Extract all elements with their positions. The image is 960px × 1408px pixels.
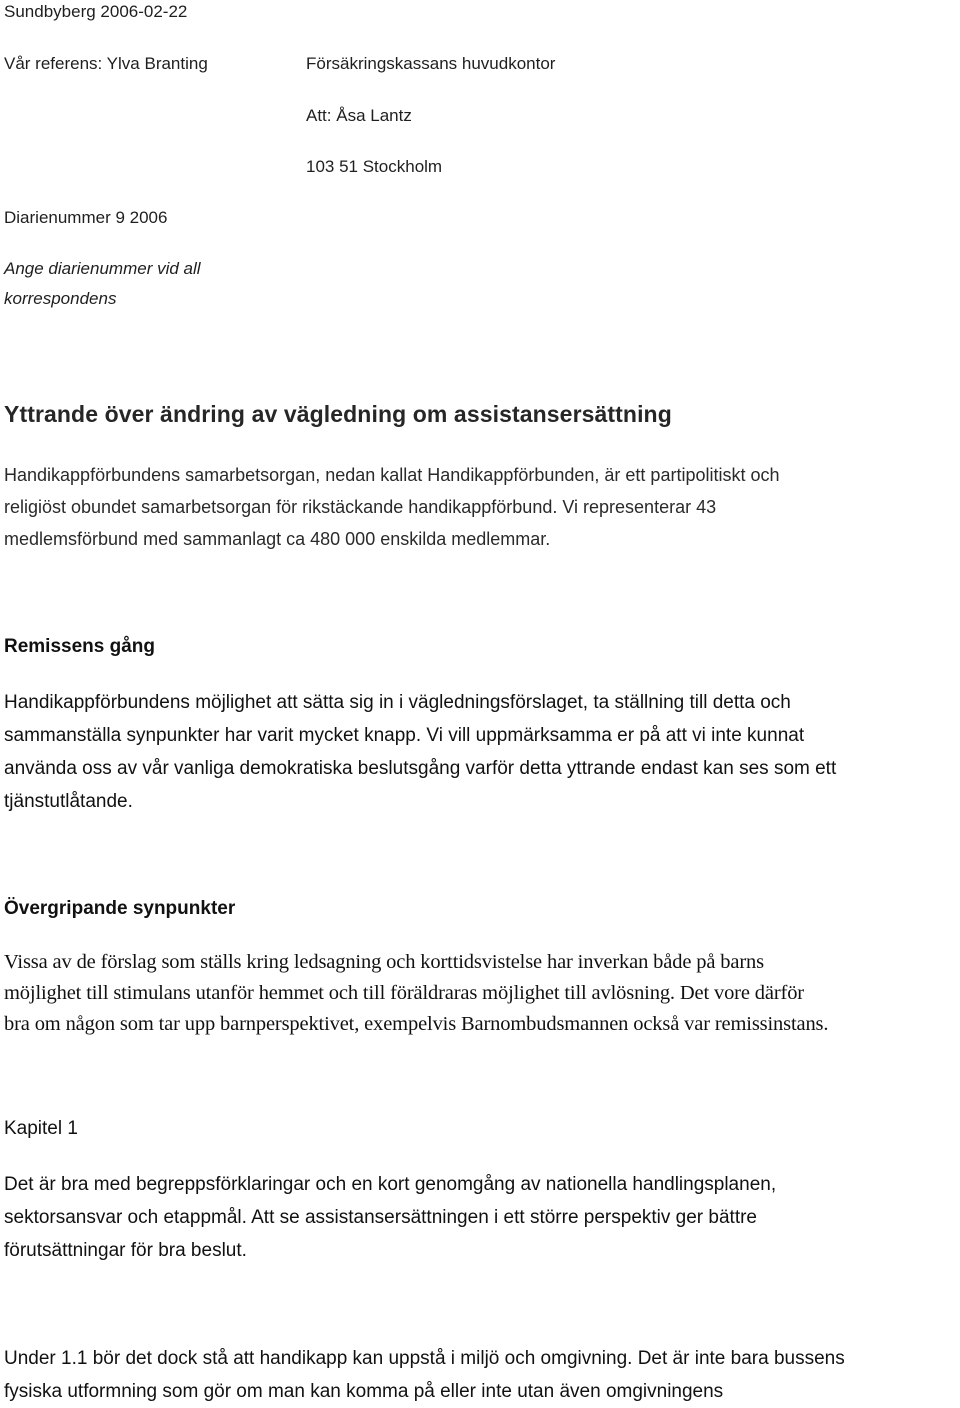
intro-line: Handikappförbundens samarbetsorgan, nedan kallat Handikappförbunden, är ett partipolitiskt och [4, 465, 780, 485]
intro-line: religiöst obundet samarbetsorgan för rikstäckande handikappförbund. Vi representerar 43 [4, 497, 717, 517]
paragraph-line: möjlighet till stimulans utanför hemmet och till föräldraras möjlighet till avlösning. Det vore därför [4, 982, 804, 1004]
section-body-overgripande [4, 947, 828, 1040]
paragraph-line: tjänstutlåtande. [4, 791, 133, 812]
paragraph-line: Vissa av de förslag som ställs kring ledsagning och korttidsvistelse har inverkan både på barns [4, 951, 764, 973]
section-heading-kapitel-1: Kapitel 1 [4, 1118, 78, 1139]
paragraph-line: sektorsansvar och etappmål. Att se assistansersättningen i ett större perspektiv ger bättre [4, 1207, 757, 1228]
section-body-remissens-gang [4, 686, 836, 818]
paragraph-line: bra om någon som tar upp barnperspektivet, exempelvis Barnombudsmannen också var remissinstans. [4, 1013, 829, 1035]
diary-note-line: Ange diarienummer vid all [4, 259, 201, 278]
section-body-kapitel-1 [4, 1168, 776, 1267]
paragraph-line: använda oss av vår vanliga demokratiska beslutsgång varför detta yttrande endast kan ses som ett [4, 758, 837, 779]
intro-paragraph [4, 459, 780, 555]
intro-line: medlemsförbund med sammanlagt ca 480 000 enskilda medlemmar. [4, 529, 551, 549]
paragraph-line: Under 1.1 bör det dock stå att handikapp kan uppstå i miljö och omgivning. Det är inte bara bussens [4, 1348, 845, 1369]
paragraph-line: sammanställa synpunkter har varit mycket knapp. Vi vill uppmärksamma er på att vi inte kunnat [4, 725, 805, 746]
section-heading-remissens-gang: Remissens gång [4, 636, 155, 657]
paragraph-line: fysiska utformning som gör om man kan komma på eller inte utan även omgivningens [4, 1381, 724, 1402]
diary-note [4, 258, 201, 310]
section-heading-overgripande: Övergripande synpunkter [4, 898, 236, 919]
paragraph-line: Handikappförbundens möjlighet att sätta sig in i vägledningsförslaget, ta ställning till detta och [4, 692, 791, 713]
reference-line: Vår referens: Ylva Branting [4, 54, 208, 73]
recipient-postal-address: 103 51 Stockholm [306, 157, 443, 176]
paragraph-line: förutsättningar för bra beslut. [4, 1240, 247, 1261]
paragraph-under-1-1 [4, 1342, 845, 1408]
recipient-organisation: Försäkringskassans huvudkontor [306, 54, 556, 73]
document-title: Yttrande över ändring av vägledning om assistansersättning [4, 401, 672, 427]
diary-number: Diarienummer 9 2006 [4, 208, 168, 227]
diary-note-line: korrespondens [4, 289, 117, 308]
paragraph-line: Det är bra med begreppsförklaringar och en kort genomgång av nationella handlingsplanen, [4, 1174, 777, 1195]
place-and-date: Sundbyberg 2006-02-22 [4, 2, 188, 21]
recipient-attention: Att: Åsa Lantz [306, 106, 412, 125]
